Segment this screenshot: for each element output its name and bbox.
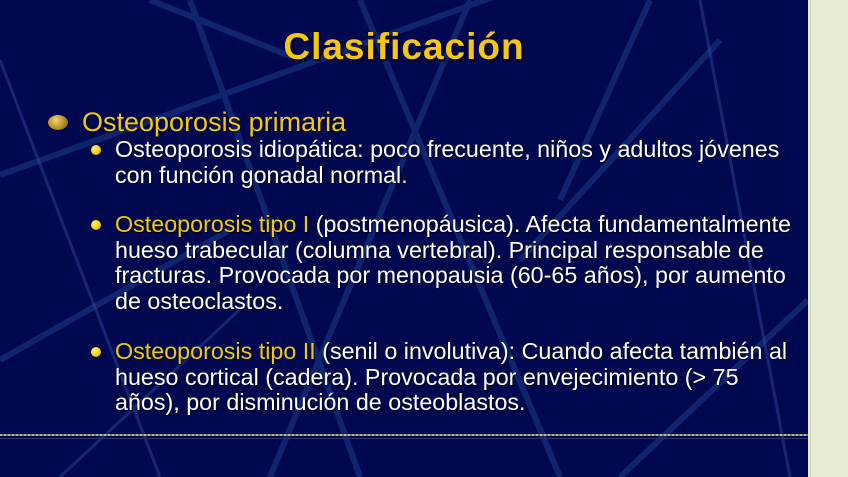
bullet-lead-highlight: Osteoporosis tipo II [115, 338, 316, 364]
slide-title: Clasificación [283, 26, 525, 67]
gold-sphere-bullet-icon [48, 115, 68, 130]
bottom-divider-shadow [0, 438, 808, 439]
bullet-lead-highlight: Osteoporosis tipo I [115, 211, 310, 237]
section-heading: Osteoporosis primaria [82, 107, 347, 137]
bullet-text: Osteoporosis idiopática: poco frecuente, niños y adultos jóvenes con función gonadal normal. [115, 136, 780, 188]
bottom-divider [0, 434, 808, 436]
bullet-item [115, 137, 795, 188]
bullet-item [115, 339, 795, 416]
bullet-text: (senil o involutiva): Cuando afecta también al hueso cortical (cadera). Provocada por envejecimiento (> 75 años), por disminución de osteoblastos. [115, 338, 788, 416]
side-panel-divider [810, 0, 811, 477]
bullet-text: (postmenopáusica). Afecta fundamentalmente hueso trabecular (columna vertebral). Principal responsable de fracturas. Provocada por menopausia (60-65 años), por aumento de osteoclastos. [115, 211, 791, 314]
yellow-dot-bullet-icon [91, 347, 101, 357]
bullet-item [115, 212, 795, 314]
side-panel [808, 0, 848, 477]
yellow-dot-bullet-icon [91, 220, 101, 230]
yellow-dot-bullet-icon [91, 145, 101, 155]
